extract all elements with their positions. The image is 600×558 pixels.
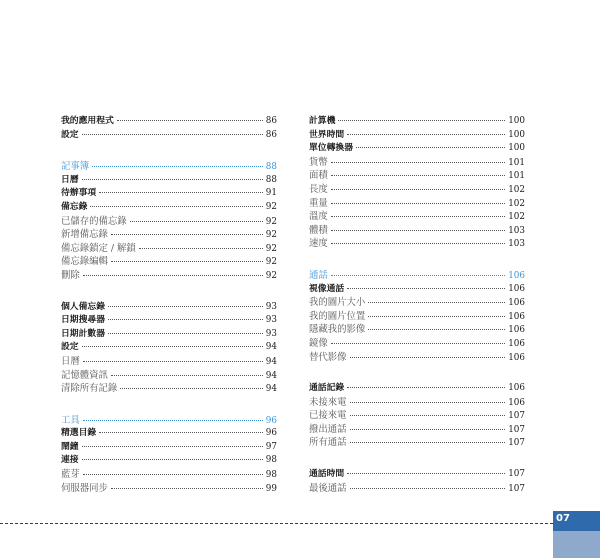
dot-leader (347, 387, 505, 388)
toc-entry-page: 99 (265, 483, 277, 494)
dot-leader (347, 134, 505, 135)
dot-leader (350, 488, 506, 489)
dot-leader (83, 361, 263, 362)
toc-entry[interactable] (61, 427, 277, 441)
toc-entry-title: 視像通話 (309, 283, 345, 294)
toc-entry-page: 107 (508, 469, 525, 480)
toc-entry-title: 通話時間 (309, 469, 345, 480)
toc-entry[interactable] (61, 369, 277, 383)
toc-entry-page: 106 (508, 352, 525, 363)
dot-leader (331, 243, 505, 244)
toc-entry[interactable] (61, 341, 277, 355)
toc-entry[interactable] (61, 215, 277, 229)
toc-entry-page: 93 (265, 328, 277, 339)
toc-entry-title: 待辦事項 (61, 188, 97, 199)
dot-leader (139, 248, 263, 249)
toc-entry[interactable] (309, 283, 525, 297)
toc-entry-title: 所有通話 (309, 437, 347, 449)
toc-entry[interactable] (309, 169, 525, 183)
toc-entry-page: 92 (265, 230, 277, 241)
toc-entry-title: 刪除 (61, 269, 80, 281)
toc-entry-title: 個人備忘錄 (61, 301, 105, 312)
toc-entry[interactable] (309, 296, 525, 310)
toc-entry[interactable] (61, 255, 277, 269)
toc-entry[interactable] (309, 197, 525, 211)
toc-entry-title: 已接來電 (309, 410, 347, 422)
toc-entry[interactable] (309, 183, 525, 197)
toc-entry-title: 我的圖片大小 (309, 297, 366, 309)
toc-entry-title: 面積 (309, 170, 328, 182)
toc-entry-page: 98 (265, 455, 277, 466)
toc-entry[interactable] (61, 414, 277, 428)
toc-entry-title: 通話記錄 (309, 383, 345, 394)
dot-leader (82, 179, 263, 180)
toc-entry-title: 清除所有記錄 (61, 383, 118, 395)
toc-entry[interactable] (61, 187, 277, 201)
toc-left-column (61, 115, 277, 513)
toc-entry[interactable] (309, 310, 525, 324)
toc-entry-title: 日曆 (61, 355, 80, 367)
toc-entry[interactable] (61, 314, 277, 328)
toc-entry-page: 102 (508, 212, 525, 223)
dot-leader (331, 175, 505, 176)
toc-entry-page: 106 (508, 283, 525, 294)
dot-leader (111, 261, 263, 262)
toc-entry-title: 設定 (61, 342, 79, 353)
toc-entry-title: 替代影像 (309, 351, 347, 363)
page-number: 07 (556, 513, 570, 524)
toc-entry-page: 106 (508, 270, 525, 281)
dot-leader (331, 162, 505, 163)
toc-entry[interactable] (309, 142, 525, 156)
toc-section (61, 115, 277, 142)
toc-entry-title: 速度 (309, 238, 328, 250)
dot-leader (350, 357, 506, 358)
dot-leader (331, 275, 505, 276)
toc-entry-page: 94 (265, 356, 277, 367)
toc-entry-page: 107 (508, 424, 525, 435)
dot-leader (117, 120, 263, 121)
toc-entry-page: 96 (265, 415, 277, 426)
toc-entry-title: 備忘錄 (61, 201, 88, 212)
dot-leader (350, 402, 506, 403)
toc-entry[interactable] (309, 409, 525, 423)
toc-entry-page: 92 (265, 243, 277, 254)
toc-entry-page: 93 (265, 301, 277, 312)
dot-leader (331, 189, 505, 190)
toc-entry-page: 107 (508, 438, 525, 449)
toc-entry-title: 已儲存的備忘錄 (61, 215, 127, 227)
toc-entry-title: 溫度 (309, 211, 328, 223)
toc-entry[interactable] (61, 174, 277, 188)
dot-leader (368, 316, 505, 317)
toc-entry-page: 106 (508, 325, 525, 336)
toc-entry[interactable] (309, 156, 525, 170)
dot-leader (83, 275, 263, 276)
toc-entry-page: 94 (265, 384, 277, 395)
dot-leader (83, 420, 263, 421)
toc-entry[interactable] (61, 482, 277, 496)
dot-leader (82, 134, 263, 135)
toc-entry-title: 伺服器同步 (61, 482, 108, 494)
toc-entry-page: 103 (508, 225, 525, 236)
toc-entry[interactable] (309, 468, 525, 482)
toc-entry[interactable] (61, 301, 277, 315)
toc-entry-title: 日曆 (61, 174, 79, 185)
dot-leader (331, 230, 505, 231)
toc-entry[interactable] (61, 328, 277, 342)
toc-entry[interactable] (309, 269, 525, 283)
toc-entry[interactable] (309, 482, 525, 496)
toc-entry[interactable] (309, 423, 525, 437)
toc-entry-page: 88 (265, 162, 277, 173)
toc-entry[interactable] (61, 269, 277, 283)
dot-leader (108, 306, 263, 307)
toc-right-column (309, 115, 525, 513)
dot-leader (350, 415, 506, 416)
toc-entry-title: 工具 (61, 414, 80, 426)
toc-entry-title: 記事簿 (61, 161, 90, 173)
dot-leader (347, 288, 505, 289)
toc-entry[interactable] (61, 242, 277, 256)
toc-entry-title: 我的圖片位置 (309, 310, 366, 322)
dot-leader (111, 375, 263, 376)
toc-entry-page: 94 (265, 342, 277, 353)
toc-entry-title: 備忘錄編輯 (61, 256, 108, 268)
toc-entry[interactable] (309, 436, 525, 450)
toc-entry-title: 設定 (61, 129, 79, 140)
toc-entry-title: 隱藏我的影像 (309, 324, 366, 336)
toc-entry-page: 106 (508, 311, 525, 322)
toc-section (61, 301, 277, 396)
toc-entry[interactable] (61, 441, 277, 455)
footer-dashed-rule (0, 523, 553, 524)
toc-entry-title: 連接 (61, 455, 79, 466)
toc-entry-title: 藍芽 (61, 469, 80, 481)
toc-section (309, 269, 525, 364)
toc-entry[interactable] (61, 115, 277, 129)
toc-entry-page: 102 (508, 184, 525, 195)
dot-leader (108, 333, 263, 334)
dot-leader (350, 429, 506, 430)
dot-leader (368, 329, 505, 330)
toc-entry[interactable] (309, 351, 525, 365)
toc-section (61, 414, 277, 496)
toc-entry-page: 106 (508, 298, 525, 309)
dot-leader (82, 459, 263, 460)
toc-entry-page: 100 (508, 116, 525, 126)
toc-entry-page: 101 (508, 171, 525, 182)
toc-entry-page: 91 (265, 188, 277, 199)
toc-entry[interactable] (61, 201, 277, 215)
toc-entry-title: 備忘錄鎖定 / 解鎖 (61, 242, 136, 254)
toc-entry-title: 世界時間 (309, 129, 345, 140)
toc-entry-page: 106 (508, 383, 525, 394)
toc-entry-page: 106 (508, 338, 525, 349)
toc-entry[interactable] (309, 323, 525, 337)
toc-entry-page: 92 (265, 216, 277, 227)
toc-entry-page: 101 (508, 157, 525, 168)
toc-entry-title: 撥出通話 (309, 423, 347, 435)
toc-entry-title: 我的應用程式 (61, 116, 114, 126)
toc-entry-page: 96 (265, 428, 277, 439)
toc-entry-title: 精選目錄 (61, 428, 97, 439)
toc-section (309, 382, 525, 450)
dot-leader (356, 147, 505, 148)
dot-leader (108, 319, 263, 320)
toc-entry[interactable] (309, 396, 525, 410)
toc-entry-page: 100 (508, 129, 525, 140)
toc-entry-page: 88 (265, 174, 277, 185)
toc-entry[interactable] (61, 454, 277, 468)
toc-entry-title: 日期計數器 (61, 328, 105, 339)
dot-leader (99, 192, 263, 193)
toc-section (309, 115, 525, 251)
toc-entry[interactable] (61, 160, 277, 174)
toc-entry[interactable] (309, 210, 525, 224)
page-tab-lower-band (553, 531, 600, 558)
toc-entry-page: 93 (265, 315, 277, 326)
dot-leader (331, 216, 505, 217)
toc-entry-page: 103 (508, 239, 525, 250)
toc-entry[interactable] (309, 115, 525, 129)
dot-leader (111, 234, 263, 235)
toc-entry-page: 94 (265, 370, 277, 381)
toc-entry[interactable] (61, 129, 277, 143)
dot-leader (82, 446, 263, 447)
toc-entry-title: 鬧鐘 (61, 441, 79, 452)
toc-entry-title: 重量 (309, 197, 328, 209)
toc-entry[interactable] (309, 237, 525, 251)
dot-leader (92, 166, 263, 167)
toc-entry-title: 日期搜尋器 (61, 315, 105, 326)
dot-leader (130, 221, 263, 222)
dot-leader (83, 474, 263, 475)
dot-leader (347, 473, 505, 474)
toc-entry[interactable] (61, 228, 277, 242)
toc-entry-page: 106 (508, 397, 525, 408)
toc-entry-title: 鏡像 (309, 337, 328, 349)
dot-leader (111, 488, 263, 489)
toc-entry-title: 未接來電 (309, 396, 347, 408)
toc-entry-page: 100 (508, 143, 525, 154)
toc-section (61, 160, 277, 282)
toc-entry[interactable] (309, 382, 525, 396)
toc-entry-title: 最後通話 (309, 482, 347, 494)
toc-entry-title: 體積 (309, 224, 328, 236)
toc-entry-page: 86 (265, 116, 277, 126)
dot-leader (120, 388, 263, 389)
dot-leader (338, 120, 505, 121)
toc-entry[interactable] (61, 468, 277, 482)
toc-entry[interactable] (309, 129, 525, 143)
toc-entry-title: 記憶體資訊 (61, 369, 108, 381)
toc-entry[interactable] (61, 355, 277, 369)
toc-entry-page: 92 (265, 270, 277, 281)
dot-leader (99, 432, 263, 433)
toc-entry-title: 貨幣 (309, 156, 328, 168)
toc-section (309, 468, 525, 495)
toc-entry-page: 97 (265, 441, 277, 452)
toc-entry[interactable] (61, 382, 277, 396)
toc-entry-page: 92 (265, 201, 277, 212)
toc-entry-title: 計算機 (309, 116, 336, 126)
toc-entry-page: 86 (265, 129, 277, 140)
toc-entry-page: 102 (508, 198, 525, 209)
toc-entry[interactable] (309, 337, 525, 351)
toc-entry-title: 長度 (309, 183, 328, 195)
dot-leader (368, 302, 505, 303)
toc-entry-title: 新增備忘錄 (61, 229, 108, 241)
dot-leader (82, 346, 263, 347)
toc-entry-page: 107 (508, 411, 525, 422)
toc-entry-page: 107 (508, 483, 525, 494)
dot-leader (350, 442, 506, 443)
dot-leader (331, 343, 505, 344)
toc-entry-title: 單位轉換器 (309, 143, 353, 154)
dot-leader (90, 206, 262, 207)
toc-entry-title: 通話 (309, 269, 328, 281)
toc-entry-page: 92 (265, 257, 277, 268)
toc-entry[interactable] (309, 224, 525, 238)
dot-leader (331, 203, 505, 204)
toc-entry-page: 98 (265, 470, 277, 481)
